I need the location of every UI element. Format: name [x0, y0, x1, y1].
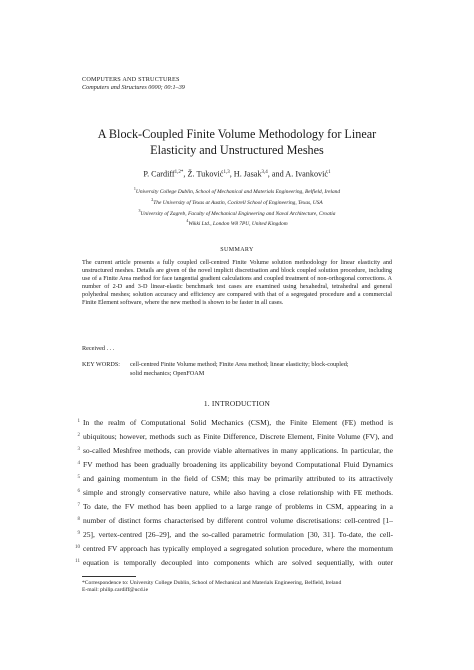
affiliation-mark: 3: [138, 207, 141, 213]
keywords-line: solid mechanics; OpenFOAM: [130, 369, 205, 377]
keywords: [82, 361, 392, 378]
affiliation-mark: 1: [133, 186, 136, 191]
body-line: [0, 430, 474, 444]
abstract-line: elasticity and unstructured meshes. Details are given of the novel implicit discretisation and block coupled: [82, 259, 393, 274]
footnote-line: E-mail: philip.cardiff@ucd.ie: [82, 587, 149, 593]
affiliation-text: University of Zagreb, Faculty of Mechanical Engineering and Naval Architecture, Croatia: [140, 210, 336, 217]
affiliation: [60, 185, 414, 196]
affiliation: [60, 217, 414, 228]
footnote: [82, 580, 394, 594]
title-line: A Block-Coupled Finite Volume Methodology for Linear: [97, 127, 377, 141]
abstract-line: solution procedure, including use of a Finite Area method for face tangential gradient calculations and: [82, 267, 393, 282]
affiliation-text: The University of Texas at Austin, Cockrell School of Engineering, Texas, USA: [153, 199, 323, 206]
abstract-line: coupled treatment of non-orthogonal corrections. A number of 2-D and 3-D linear-elastic benchmark test: [82, 275, 392, 290]
author-name: P. Cardiff: [143, 169, 175, 179]
author-affil-mark: 1,3: [223, 170, 230, 175]
line-number: 4: [77, 461, 80, 466]
keywords-label: KEY WORDS:: [82, 361, 120, 368]
affiliation-mark: 4: [186, 218, 189, 224]
line-text: 25], vertex-centred [26–29], and the so-called parametric formulation [30, 31]. To-date, the cell-: [83, 530, 393, 539]
affiliation-mark: 2: [151, 196, 154, 202]
line-number: 10: [75, 545, 80, 550]
title-line: Elasticity and Unstructured Meshes: [150, 143, 324, 157]
affiliation-text: Wikki Ltd., London W8 7PU, United Kingdom: [188, 221, 288, 228]
body-line: [0, 416, 474, 430]
footnote-line: *Correspondence to: University College Dublin, School of Mechanical and Materials Engineering, Belfield, Ireland: [82, 580, 342, 586]
line-number: 7: [77, 503, 80, 508]
body-line: [0, 472, 474, 486]
line-text: number of distinct forms characterised by different control volume discretisations: cell-centred [1–: [83, 516, 393, 525]
line-number: 6: [77, 489, 80, 494]
paper-title: [60, 126, 414, 158]
abstract-line: where the new method is shown to be faster in all cases.: [144, 299, 284, 306]
summary-heading: SUMMARY: [220, 247, 254, 253]
body-line: [0, 514, 474, 528]
body-line: [0, 542, 474, 556]
body-line: [0, 528, 474, 542]
keywords-line: cell-centred Finite Volume method; Finite Area method; linear elasticity; block-coupled;: [130, 361, 349, 368]
line-text: centred FV approach has typically employed a segregated solution procedure, where the momentum: [83, 544, 393, 553]
line-number: 9: [77, 531, 80, 536]
line-number: 1: [77, 419, 80, 424]
line-number: 3: [77, 447, 80, 452]
line-text: In the realm of Computational Solid Mechanics (CSM), the Finite Element (FE) method is: [83, 418, 393, 427]
body-line: [0, 458, 474, 472]
affiliation-text: University College Dublin, School of Mechanical and Materials Engineering, Belfield, Ireland: [135, 188, 341, 195]
abstract-line: The current article presents a fully coupled cell-centred Finite Volume solution methodology for linear: [82, 259, 355, 266]
author-affil-mark: 1: [328, 170, 331, 175]
received-date: Received . . .: [82, 345, 115, 352]
author-name: H. Jasak: [233, 169, 262, 179]
author-list: P. Cardiff$^{1,2*}$, Ž. Tuković$^{1,3}$, H. Jasak$^{3,4}$, and A. Ivanković$^1$: [143, 169, 331, 179]
line-number: 11: [75, 559, 80, 564]
journal-name: COMPUTERS AND STRUCTURES: [82, 76, 180, 83]
abstract-line: cases are examined using hexahedral, tetrahedral and general polyhedral meshes; solution accuracy and: [82, 283, 393, 298]
author-name: Ž. Tuković: [187, 169, 224, 179]
journal-header: [82, 76, 185, 92]
line-text: equation is temporally decoupled into components which are solved sequentially, with outer: [83, 558, 393, 567]
line-number: 8: [77, 517, 80, 522]
line-text: To date, the FV method has been applied to a large range of problems in CSM, appearing in a: [83, 502, 393, 511]
body-line: [0, 486, 474, 500]
line-text: and gaining momentum in the field of CSM; this may be primarily attributed to its attractively: [83, 474, 393, 483]
line-text: ubiquitous; however, methods such as Finite Difference, Discrete Element, Finite Volume (FV), and: [83, 432, 393, 441]
line-text: FV method has been gradually broadening its applicability beyond Computational Fluid Dynamics: [83, 460, 393, 469]
abstract: [82, 259, 392, 307]
body-line: [0, 444, 474, 458]
body-line: [0, 556, 474, 570]
keywords-text: [130, 361, 392, 378]
line-number: 2: [77, 433, 80, 438]
affiliation-list: [60, 185, 414, 228]
author-name: and A. Ivanković: [271, 169, 329, 179]
author-affil-mark: 1,2*: [174, 170, 184, 175]
footnote-rule: [82, 576, 136, 577]
affiliation: [60, 196, 414, 207]
author-affil-mark: 3,4: [261, 170, 268, 175]
affiliation: [60, 207, 414, 218]
section-heading: 1. INTRODUCTION: [203, 399, 271, 408]
abstract-line: efficiency are compared with that of a segregated procedure and a commercial Finite Element software,: [82, 291, 392, 306]
line-number: 5: [77, 475, 80, 480]
line-text: so-called Meshfree methods, can provide viable alternatives in many applications. In particular, the: [83, 446, 393, 455]
journal-citation: Computers and Structures 0000; 00:1–39: [82, 84, 185, 91]
body-line: [0, 500, 474, 514]
line-text: simple and strongly conservative nature, while also having a close relationship with FE methods.: [83, 488, 393, 497]
